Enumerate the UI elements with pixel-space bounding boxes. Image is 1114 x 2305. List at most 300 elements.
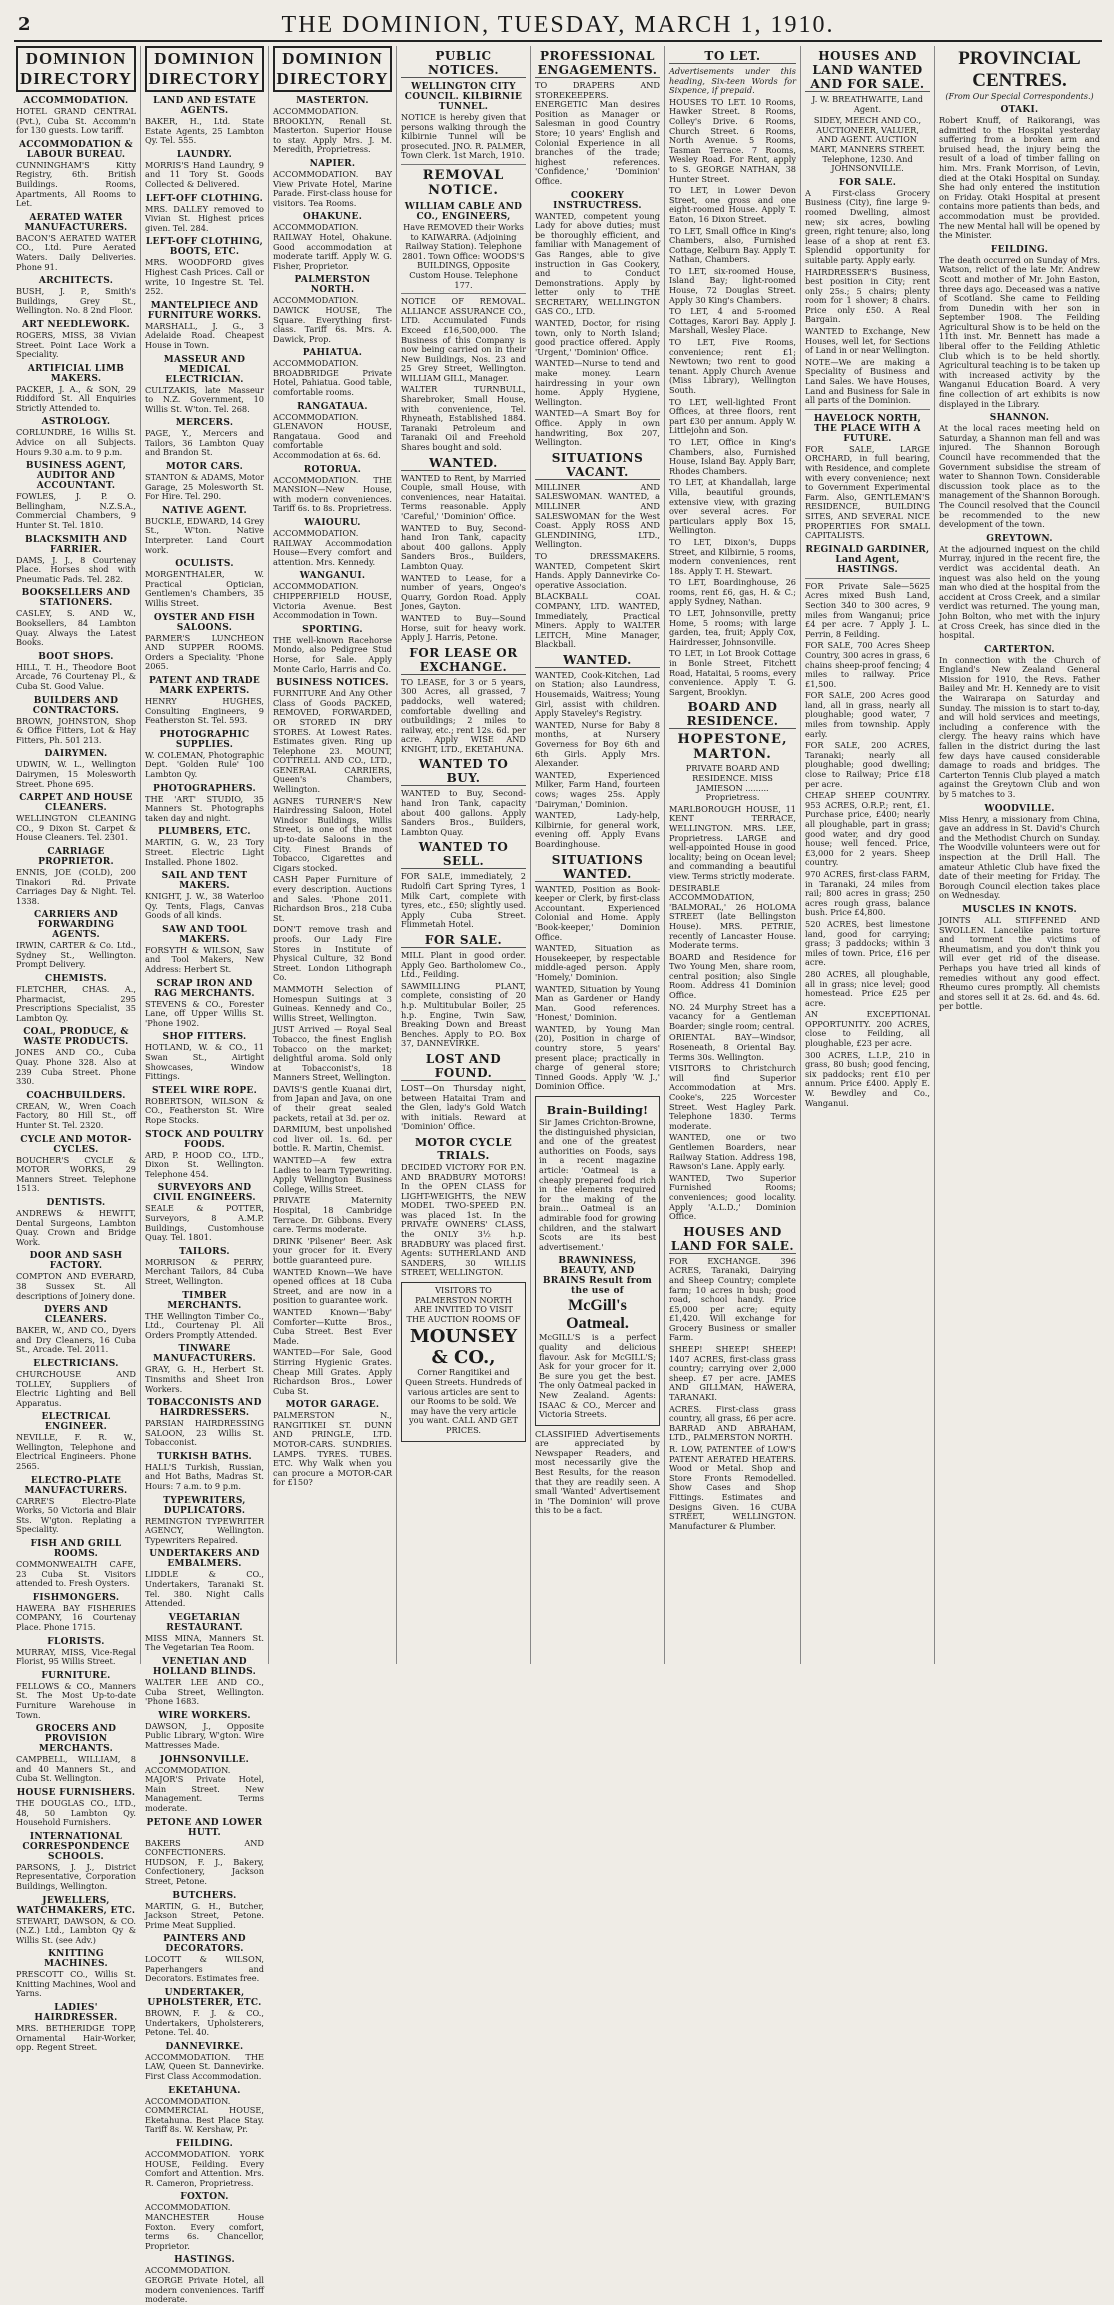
directory-heading: FLORISTS. (47, 1636, 105, 1647)
directory-entry: ACCOMMODATION. THE MANSION—New House, with modern conveniences. Tariff 6s. to 8s. Proprietress. (273, 474, 392, 514)
brain-text: Sir James Crichton-Browne, the distinguished physician, and one of the greatest authorities on Foods, says in a recent magazine article: 'Oatmeal is a cheaply prepared food rich in the elements required for the making of the brain... Oatmeal is an admirable food for growing children, and the stalwart Scots are its best advertisement.' (539, 1117, 656, 1252)
directory-heading: MOTOR CARS. (165, 462, 244, 473)
for-sale-text: A First-class Grocery Business (City), fine large 9-roomed Dwelling, almost new; six acres, bowling green, right tenure; also, long lease of a shop at rent £3. Splendid opportunity for suitable party. Apply early. (805, 187, 930, 265)
directory-heading: SPORTING. (302, 624, 363, 635)
for-sale-item: FOR SALE, 700 Acres Sheep Country, 300 acres in grass, 6 chains sheep-proof fencing; 4 miles to railway. Price £1,500. (805, 640, 930, 689)
hopestone-name: HOPESTONE, MARTON. (677, 732, 788, 763)
directory-heading: DENTISTS. (46, 1197, 106, 1208)
directory-entry: MRS. WOODFORD gives Highest Cash Prices. Call or write, 10 Ingestre St. Tel. 252. (145, 257, 264, 297)
wanted-item: WANTED, Cook-Kitchen, Lad on Station; also Laundress, Housemaids, Waitress; Young Girl, assist with children. Apply Staveley's Registry. (535, 669, 660, 719)
directory-heading: ASTROLOGY. (41, 417, 111, 428)
directory-heading: PETONE AND LOWER HUTT. (146, 1817, 263, 1838)
directory-entry: MARTIN, G. W., 23 Tory Street. Electric Light Installed. Phone 1802. (145, 837, 264, 867)
prof-text: TO DRAPERS AND STOREKEEPERS. ENERGETIC Man desires Position as Manager or Salesman in good Country Store; 10 years' English and Colonial Experience in all branches of the trade; highest references. 'Confidence,' 'Dominion' Office. (535, 80, 660, 186)
oatmeal-text: McGILL'S is a perfect quality and delicious flavour. Ask for McGILL'S; Ask for your grocer for it. Be sure you get the best. The only Oatmeal packed in New Zealand. Agents: ISAAC & CO., Mercer and Victoria Streets. (539, 1332, 656, 1420)
directory-entry: MAMMOTH Selection of Homespun Suitings at 3 Guineas. Kennedy and Co., Willis Street, Wellington. (273, 983, 392, 1023)
directory-heading: BLACKSMITH AND FARRIER. (24, 534, 128, 555)
lost-heading: LOST AND FOUND. (401, 1052, 526, 1081)
directory-entry: GRAY, G. H., Herbert St. Tinsmiths and Sheet Iron Workers. (145, 1364, 264, 1394)
houses-wanted-heading: HOUSES AND LAND WANTED AND FOR SALE. (805, 49, 930, 92)
directory-heading: DYERS AND CLEANERS. (44, 1305, 108, 1326)
directory-entry: ACCOMMODATION. YORK HOUSE, Feilding. Every Comfort and Attention. Mrs. R. Cameron, Proprietress. (145, 2149, 264, 2188)
to-let-heading: TO LET. (669, 49, 796, 64)
directory-heading: GROCERS AND PROVISION MERCHANTS. (35, 1724, 117, 1755)
directory-entry: W. COLEMAN, Photographic Dept. 'Golden Rule' 100 Lambton Qy. (145, 749, 264, 779)
directory-entry: WANTED—A few extra Ladies to learn Typewriting. Apply Wellington Business College, Willis Street. (273, 1155, 392, 1194)
directory-heading: TINWARE MANUFACTURERS. (153, 1344, 256, 1365)
directory-entry: DRINK 'Pilsener' Beer. Ask your grocer for it. Every bottle guaranteed pure. (273, 1235, 392, 1265)
directory-heading: LEFT-OFF CLOTHING. (145, 193, 264, 204)
sawmill-text: SAWMILLING PLANT, complete, consisting of 20 h.p. Multitubular Boiler, 25 h.p. Engine, Twin Saw, Breaking Down and Breast Benches. Apply to P.O. Box 37, DANNEVIRKE. (401, 980, 526, 1049)
directory-entry: ACCOMMODATION. GLENAVON HOUSE, Rangataua. Good and comfortable Accommodation at 6s. 6d. (273, 411, 392, 461)
directory-entry: BAKERS AND CONFECTIONERS. HUDSON, F. J., Bakery, Confectionery, Jackson Street, Petone. (145, 1837, 264, 1886)
directory-entry: ENNIS, JOE (COLD), 200 Tinakori Rd. Private Carriages Day & Night. Tel. 1338. (16, 866, 136, 906)
situations-wanted-list (535, 885, 660, 1092)
directory-heading: FISH AND GRILL ROOMS. (30, 1539, 122, 1560)
directory-entry: HENRY HUGHES, Consulting Engineers, 9 Featherston St. Tel. 593. (145, 695, 264, 726)
directory-entry: The death occurred on Sunday of Mrs. Watson, relict of the late Mr. Andrew Scott and mother of Mr. John Easton, three days ago. Deceased was a native of Scotland. She came to Feilding from Dunedin with her son in September 1908. The Feilding Agricultural Show is to be held on the 11th inst. Mr. Bennett has made a liberal offer to the Feilding Athletic Club which is to be held shortly. Agricultural teaching is to be taken up with increased activity by the Wanganui Education Board. A very fine collection of art exhibits is now displayed in the Library. (939, 254, 1100, 409)
directory-heading: JEWELLERS, WATCHMAKERS, ETC. (16, 1895, 136, 1916)
situations-wanted-heading: SITUATIONS WANTED. (535, 853, 660, 882)
directory-entry: ACCOMMODATION. DAWICK HOUSE, The Square. Everything first-class. Tariff 6s. Mrs. A. Dawick, Prop. (273, 295, 392, 344)
removal-firm: WILLIAM CABLE AND CO., ENGINEERS, (404, 201, 523, 222)
directory-heading: FEILDING. (175, 2139, 234, 2149)
dressmakers-text: TO DRESSMAKERS. WANTED, Competent Skirt Hands. Apply Dannevirke Co-operative Association. (535, 550, 660, 590)
lease-text: TO LEASE, for 3 or 5 years, 300 Acres, all grassed, 7 paddocks, well watered; comfortable dwelling and outbuildings; 2 miles to railway, etc.; rent 12s. 6d. per acre. Apply WISE AND KNIGHT, LTD., EKETAHUNA. (401, 676, 526, 754)
directory-heading: OTAKI. (1000, 105, 1039, 115)
directory-heading: STEEL WIRE ROPE. (151, 1085, 258, 1096)
directory-entry: ACCOMMODATION. MANCHESTER House Foxton. Every comfort, terms 6s. Chancellor, Proprietor. (145, 2202, 264, 2251)
weathrite-text: J. W. BREATHWAITE, Land Agent. (812, 94, 923, 114)
directory-entry: CHURCHOUSE AND TOLLEY, Suppliers of Electric Lighting and Bell Apparatus. (16, 1368, 136, 1408)
exchange-text: FOR EXCHANGE. 396 ACRES, Taranaki, Dairying and Sheep Country; complete farm; 10 acres in bush; good road, school handy. Price £5,000 per acre; equity £1,420. Will exchange for Grocery Business or smaller Farm. (669, 1255, 796, 1343)
directory-entry: FELLOWS & CO., Manners St. The Most Up-to-date Furniture Warehouse in Town. (16, 1680, 136, 1720)
directory-heading: PALMERSTON NORTH. (294, 275, 371, 296)
directory-heading: CARPET AND HOUSE CLEANERS. (19, 793, 133, 814)
directory-heading: BUSINESS AGENT, AUDITOR AND ACCOUNTANT. (25, 461, 127, 492)
directory-heading: BUSINESS NOTICES. (276, 678, 389, 689)
prof-heading: PROFESSIONAL ENGAGEMENTS. (535, 49, 660, 78)
directory-entry: CAMPBELL, WILLIAM, 8 and 40 Manners St., and Cuba St. Wellington. (16, 1754, 136, 1784)
board-item: WANTED, Two Superior Furnished Rooms; conveniences; good locality. Apply 'A.L.D.,' Dominion Office. (669, 1172, 796, 1222)
directory-entry: ACCOMMODATION. RAILWAY Accommodation House—Every comfort and attention. Mrs. Kennedy. (273, 528, 392, 567)
directory-entry: CUNNINGHAM'S Kitty Registry, 6th. British Buildings. Rooms, Apartments, All Rooms to Let. (16, 159, 136, 209)
board-item: VISITORS to Christchurch will find Superior Accommodation at Mrs. Cooke's, 225 Worcester Street. West Hagley Park. Telephone 1830. Terms moderate. (669, 1063, 796, 1131)
directory-entry: PALMERSTON N., RANGITIKEI ST. DUNN AND PRINGLE, LTD. MOTOR-CARS. SUNDRIES. LAMPS. TYRES. TUBES. ETC. Why Walk when you can procure a MOTOR-CAR for £150? (273, 1410, 392, 1488)
directory-heading: ROTORUA. (303, 464, 362, 475)
council-heading: WELLINGTON CITY COUNCIL. KILBIRNIE TUNNEL. (404, 82, 523, 112)
directory-entry: THE Wellington Timber Co., Ltd., Courtenay Pl. All Orders Promptly Attended. (145, 1310, 264, 1340)
to-let-item: TO LET, in Lot Brook Cottage in Bonle Street, Fitchett Road, Hataitai, 5 rooms, every convenience. Apply T. G. Sargent, Brooklyn. (669, 648, 796, 697)
directory-entry: ACCOMMODATION. GEORGE Private Hotel, all modern conveniences. Tariff moderate. (145, 2265, 264, 2305)
directory-heading: VEGETARIAN RESTAURANT. (166, 1612, 243, 1633)
wanted-item: WANTED to Buy, Second-hand Iron Tank, capacity about 400 gallons. Apply Sanders Bros., Builders, Lambton Quay. (401, 522, 526, 571)
directory-heading: SHOP FITTERS. (162, 1032, 247, 1043)
directory-entry: ACCOMMODATION. BROADBRIDGE Private Hotel, Pahiatua. Good table, comfortable rooms. (273, 358, 392, 398)
directory-entry: UDWIN, W. L., Wellington Dairymen, 15 Molesworth Street. Phone 695. (16, 759, 136, 789)
directory-entry: MRS. DALLEY removed to Vivian St. Highest prices given. Tel. 284. (145, 203, 264, 233)
directory-heading: GREYTOWN. (986, 533, 1053, 544)
visitors-text: VISITORS TO PALMERSTON NORTH ARE INVITED TO VISIT THE AUCTION ROOMS OF (406, 1285, 521, 1324)
directory-entry: STANTON & ADAMS, Motor Garage, 25 Molesworth St. For Hire. Tel. 290. (145, 472, 264, 502)
wanted-item: WANTED to Lease, for a number of years, Ongeo's Quarry, Gordon Road. Apply Jones, Gayton. (401, 572, 526, 612)
directory-entry: BUSH, J. P., Smith's Buildings, Grey St., Wellington. No. 8 2nd Floor. (16, 286, 136, 316)
situations-vacant-heading: SITUATIONS VACANT. (535, 451, 660, 480)
directory-entry: In connection with the Church of England's New Zealand General Mission for 1910, the Revs. Father Bailey and Mr. H. Kennedy are to visit the Wairarapa on Saturday and Sunday. The mission is to start to-day, and will hold services and meetings, including a conference with the clergy. The heavy rains which have fallen in the district during the last few days have caused considerable damage to roads and bridges. The Carterton Tennis Club played a match against the Greytown Club and won by 5 matches to 3. (939, 654, 1100, 799)
directory-entry: HAWERA BAY FISHERIES COMPANY, 16 Courtenay Place. Phone 1715. (16, 1602, 136, 1632)
directory-entry: ACCOMMODATION. BAY View Private Hotel, Marine Parade. First-class house for visitors. Tea Rooms. (273, 168, 392, 208)
removal-text: Have REMOVED their Works to KAIWARRA. (Adjoining Railway Station). Telephone 2801. Town Office: WOODS'S BUILDINGS, Opposite Custom House. Telephone 177. (402, 221, 525, 290)
country-item: 280 ACRES, all ploughable, all in grass; nice level; good homestead. Price £25 per acre. (805, 968, 930, 1008)
directory-heading: CYCLE AND MOTOR-CYCLES. (20, 1134, 132, 1155)
board-item: WANTED, one or two Gentlemen Boarders, near Railway Station. Address 198, Rawson's Lane. Apply early. (669, 1132, 796, 1172)
directory-heading: MASTERTON. (296, 96, 369, 106)
wanted-item: WANTED, Lady-help, Kilbirnie, for general work, evening off. Apply Evans Boardinghouse. (535, 810, 660, 849)
board-list (669, 884, 796, 1222)
directory-heading: CARRIERS AND FORWARDING AGENTS. (34, 910, 118, 941)
directory-entry: HILL, T. H., Theodore Boot Arcade, 76 Courtenay Pl., & Cuba St. Good Value. (16, 661, 136, 691)
provincial-subheading: (From Our Special Correspondents.) (945, 92, 1094, 101)
directory-heading: LADIES' HAIRDRESSER. (34, 2003, 118, 2024)
directory-entry: ACCOMMODATION. RAILWAY Hotel, Ohakune. Good accommodation at moderate tariff. Apply W. G. Fisher, Proprietor. (273, 222, 392, 271)
houses-wanted-column (800, 46, 934, 1664)
directory-heading: UNDERTAKER, UPHOLSTERER, ETC. (147, 1988, 262, 2009)
private-sale-text: FOR Private Sale—5625 Acres mixed Bush Land, Section 340 to 300 acres, 9 miles from Wanganui; price £4 per acre. 7 Apply J. L. Perrin, 8 Feilding. (805, 580, 930, 639)
directory-entry: FORSYTH & WILSON, Saw and Tool Makers, New Address: Herbert St. (145, 944, 264, 975)
directory-entry: HALL'S Turkish, Russian, and Hot Baths, Madras St. Hours: 7 a.m. to 9 p.m. (145, 1461, 264, 1492)
directory-entry: DARMIUM, best unpolished cod liver oil. 1s. 6d. per bottle. R. Martin, Chemist. (273, 1124, 392, 1154)
directory-heading: SAW AND TOOL MAKERS. (162, 924, 247, 945)
directory-entry: ROGERS, MISS, 38 Vivian Street. Point Lace Work a Speciality. (16, 329, 136, 360)
situation-item: WANTED, Position as Book-keeper or Clerk, by first-class Accountant. Experienced Colonial and Home. Apply 'Book-keeper,' Dominion Office. (535, 883, 660, 942)
to-let-item: TO LET, Dixon's, Dupps Street, and Kilbirnie, 5 rooms, modern conveniences, rent 18s. Apply T. H. Stewart. (669, 536, 796, 576)
directory-heading: TAILORS. (179, 1246, 230, 1257)
directory-heading: MASSEUR AND MEDICAL ELECTRICIAN. (163, 354, 246, 385)
directory-entry: MARTIN, G. H., Butcher, Jackson Street, Petone. Prime Meat Supplied. (145, 1900, 264, 1930)
directory-entry: JOINTS ALL STIFFENED AND SWOLLEN. Lancelike pains torture and torment the victims of Rheumatism, and you don't think you will ever get rid of the disease. Perhaps you have tried all kinds of remedies without any good effect. Rheumo cures promptly. All chemists and stores sell it at 2s. 6d. and 4s. 6d. per bottle. (939, 914, 1100, 1012)
directory-heading: CHEMISTS. (45, 974, 107, 985)
country-item: 970 ACRES, first-class FARM, in Taranaki, 24 miles from rail; 800 acres in grass; 250 acres rough grass, balance bush. Price £4,800. (805, 868, 930, 918)
marlborough-text: MARLBOROUGH HOUSE, 11 KENT TERRACE, WELLINGTON. MRS. LEE, Proprietress. LARGE and well-appointed House in good locality; being on Ocean level; and commanding a beautiful view. Terms strictly moderate. (669, 803, 796, 881)
note-text: NOTE—We are making a Speciality of Business and Land Sales. We have Houses, Land and Business for Sale in all parts of the Dominion. (805, 356, 930, 406)
classified-text: CLASSIFIED Advertisements are appreciated by Newspaper Readers, and most necessarily give the Best Results, for the reason that they are readily seen. A small 'Wanted' Advertisement in 'The Dominion' will prove this to be a fact. (535, 1428, 660, 1516)
wanted-item: WANTED, Nurse for Baby 8 months, at Nursery Governess for Boy 6th and 6th Girls. Apply Mrs. Alexander. (535, 719, 660, 769)
directory-entry: JUST Arrived — Royal Seal Tobacco, the finest English Tobacco on the market; delightful aroma. Sold only at Tobacconist's, 18 Manners Street, Wellington. (273, 1024, 392, 1083)
directory-heading: COACHBUILDERS. (26, 1090, 126, 1101)
wanted-heading: WANTED. (535, 653, 660, 668)
directory-entry: HOTLAND, W. & CO., 11 Swan St., Airtight Showcases, Window Fittings. (145, 1042, 264, 1082)
for-sale-list (805, 641, 930, 789)
directory-entry: MISS MINA, Manners St. The Vegetarian Tea Room. (145, 1632, 264, 1653)
wanted-item: WANTED—Nurse to tend and make money. Learn hairdressing in your own home. Apply Hygiene, Wellington. (535, 358, 660, 407)
board-item: DESIRABLE ACCOMMODATION, 'BALMORAL,' 26 HOLOMA STREET (late Bellingston House). MRS. PETRIE, recently of Lancaster House. Moderate terms. (669, 882, 796, 951)
directory-entry: CASH Paper Furniture of every description. Auctions and Sales. 'Phone 2011. Richardson Bros., 218 Cuba St. (273, 874, 392, 923)
directory-entry: JONES AND CO., Cuba Quay. Phone 328. Also at 239 Cuba Street. Phone 330. (16, 1047, 136, 1087)
directory-entry: ANDREWS & HEWITT, Dental Surgeons, Lambton Quay. Crown and Bridge Work. (16, 1207, 136, 1247)
board-item: ORIENTAL BAY—Windsor, Roseneath, 8 Oriental Bay. Terms 30s. Wellington. (669, 1032, 796, 1062)
masthead (14, 10, 1102, 42)
directory-entry: FLETCHER, CHAS. A., Pharmacist, 295 Prescriptions Specialist, 35 Lambton Qy. (16, 984, 136, 1023)
directory-heading: DANNEVIRKE. (165, 2041, 244, 2052)
directory-heading: HASTINGS. (174, 2255, 235, 2266)
directory-heading: LAND AND ESTATE AGENTS. (153, 96, 256, 116)
directory-heading: WIRE WORKERS. (158, 1710, 251, 1721)
directory-entry: KNIGHT, J. W., 38 Waterloo Qy. Tents, Flags, Canvas Goods of all kinds. (145, 891, 264, 921)
directory-entry: CARRE'S Electro-Plate Works, 50 Victoria and Blair Sts. W'gton. Replating a Speciality. (16, 1495, 136, 1535)
directory-entry: BROWN, F. J. & CO., Undertakers, Upholsterers, Petone. Tel. 40. (145, 2008, 264, 2038)
directory-entry: WELLINGTON CLEANING CO., 9 Dixon St. Carpet & House Cleaners. Tel. 2301. (16, 813, 136, 843)
for-sale-item: FOR SALE, 200 Acres good land, all in grass, nearly all ploughable; good water, 7 miles from township. Apply early. (805, 690, 930, 739)
for-sale-text: MILL Plant in good order. Apply Geo. Bartholomew Co., Ltd., Feilding. (401, 950, 526, 980)
newspaper-title: THE DOMINION, TUESDAY, MARCH 1, 1910. (281, 12, 835, 38)
wanted-item: WANTED to Buy—Sound Horse, suit for heavy work. Apply J. Harris, Petone. (401, 612, 526, 643)
directory-heading: TOBACCONISTS AND HAIRDRESSERS. (147, 1398, 262, 1419)
directory-entry: COMMONWEALTH CAFE, 23 Cuba St. Visitors attended to. Fresh Oysters. (16, 1559, 136, 1589)
directory-heading: OCULISTS. (175, 559, 234, 570)
directory-entry: BOUCHER'S CYCLE & MOTOR WORKS, 29 Manners Street. Telephone 1513. (16, 1154, 136, 1194)
directory-entry: NEVILLE, F. R. W., Wellington, Telephone and Electrical Engineers. Phone 2565. (16, 1432, 136, 1472)
directory-heading: BOOT SHOPS. (38, 651, 114, 662)
cheap-text: CHEAP SHEEP COUNTRY. 953 ACRES, O.R.P.; rent, £1. Purchase price, £400; nearly all ploughable, part in grass; good water, and dry good house; well fenced. Price, £3,000 for 2 years. Sheep country. (805, 790, 930, 868)
directory-heading: CARRIAGE PROPRIETOR. (38, 846, 114, 867)
directory-entry: WANTED Known—'Baby' Comforter—Kutte Bros., Cuba Street. Best Ever Made. (273, 1306, 392, 1346)
directory-heading: ELECTRO-PLATE MANUFACTURERS. (24, 1475, 128, 1496)
directory-header: DOMINION DIRECTORY (273, 46, 392, 92)
directory-heading: PHOTOGRAPHERS. (153, 783, 256, 794)
milliner-text: MILLINER AND SALESWOMAN. WANTED, a MILLINER AND SALESWOMAN for the West Coast. Apply ROSS AND GLENDINING, LTD., Wellington. (535, 481, 660, 550)
directory-heading: PATENT AND TRADE MARK EXPERTS. (149, 675, 260, 696)
directory-column-1 (12, 46, 140, 2053)
motor-heading: MOTOR CYCLE TRIALS. (414, 1135, 513, 1162)
directory-entry: SEALE & POTTER, Surveyors, 8 A.M.P. Buildings, Customhouse Quay. Tel. 1801. (145, 1203, 264, 1243)
directory-entry: DAWSON, J., Opposite Public Library, W'gton. Wire Mattresses Made. (145, 1720, 264, 1750)
directory-heading: DAIRYMEN. (44, 749, 108, 760)
directory-heading: WANGANUI. (299, 571, 366, 582)
to-let-item: TO LET, Five Rooms, convenience; rent £1; Newtown; two rent to good tenant. Apply Church Avenue (Miss Library), Wellington South. (669, 337, 796, 395)
to-let-item: TO LET, Johnsonville, pretty Home, 5 rooms; with large garden, tea, fruit; Apply Cox, Hairdresser, Johnsonville. (669, 608, 796, 647)
directory-entry: BUCKLE, EDWARD, 14 Grey St., W'ton. Native Interpreter. Land Court work. (145, 515, 264, 555)
directory-heading: ART NEEDLEWORK. (22, 319, 130, 330)
situation-item: WANTED, by Young Man (20), Position in charge of country store, 5 years' present place; practically in charge of general store; Tinned Goods. Apply 'W. J.,' Dominion Office. (535, 1023, 660, 1092)
directory-entry: At the adjourned inquest on the child Murray, injured in the recent fire, the verdict was accidental death. An inquest was also held on the young man who died at the hospital from the accident at Cross Creek, and a similar verdict was returned. The young man, John Bolton, who met with the injury at Cross Creek, has since died in the hospital. (939, 543, 1100, 641)
to-let-intro: Advertisements under this heading, Six-teen Words for Sixpence, if prepaid. (669, 66, 796, 96)
directory-heading: ACCOMMODATION & LABOUR BUREAU. (19, 139, 133, 160)
directory-heading: ARCHITECTS. (38, 276, 114, 287)
directory-entry: CORLUNDRE, 16 Willis St. Advice on all Subjects. Hours 9.30 a.m. to 9 p.m. (16, 427, 136, 457)
directory-entry: PAGE, Y., Mercers and Tailors, 36 Lambton Quay and Brandon St. (145, 428, 264, 458)
directory-heading: EKETAHUNA. (168, 2085, 241, 2096)
directory-entry: HOTEL GRAND CENTRAL (Pvt.), Cuba St. Accomm'n for 130 guests. Low tariff. (16, 106, 136, 136)
auction-advert (401, 1282, 526, 1442)
wanted-buy-heading: WANTED TO BUY. (401, 757, 526, 786)
directory-heading: AERATED WATER MANUFACTURERS. (24, 212, 128, 233)
provincial-heading: PROVINCIAL CENTRES. (958, 48, 1081, 91)
directory-entry: ACCOMMODATION. CHIPPERFIELD HOUSE, Victoria Avenue. Best Accommodation in Town. (273, 581, 392, 621)
sidey-text: SIDEY, MEECH AND CO., AUCTIONEER, VALUER, AND AGENT. AUCTION MART, MANNERS STREET. Telephone, 1230. And JOHNSONVILLE. (810, 115, 925, 174)
brain-tagline: BRAWNINESS, BEAUTY, AND BRAINS Result from the use of (542, 1256, 653, 1297)
wanted-item: WANTED—A Smart Boy for Office. Apply in own handwriting, Box 207, Wellington. (535, 408, 660, 448)
directory-heading: ARTIFICIAL LIMB MAKERS. (27, 363, 125, 384)
directory-heading: MERCERS. (175, 418, 234, 429)
directory-entry: ACCOMMODATION. THE LAW, Queen St. Dannevirke. First Class Accommodation. (145, 2051, 264, 2082)
directory-entry: MORGENTHALER, W. Practical Optician, Gentlemen's Chambers, 35 Willis Street. (145, 569, 264, 608)
directory-heading: PAHIATUA. (302, 348, 363, 359)
wanted-buy-text: WANTED to Buy, Second-hand Iron Tank, capacity about 400 gallons. Apply Sanders Bros., Builders, Lambton Quay. (401, 788, 526, 837)
directory-entry: THE well-known Racehorse Mondo, also Pedigree Stud Horse, for Sale. Apply Monte Carlo, Harris and Co. (273, 634, 392, 674)
directory-heading: VENETIAN AND HOLLAND BLINDS. (152, 1657, 257, 1677)
directory-entry: BROWN, JOHNSTON, Shop & Office Fitters, Lot & Hay Fitters, Ph. 501 213. (16, 715, 136, 745)
directory-entry: COMPTON AND EVERARD, 38 Sussex St. All descriptions of Joinery done. (16, 1271, 136, 1301)
wanted-heading: WANTED. (401, 456, 526, 471)
directory-heading: MUSCLES IN KNOTS. (962, 904, 1077, 915)
directory-entry: WANTED—For Sale, Good Stirring Hygienic Grates. Cheap Mill Grates. Apply Richardson Bros., Lower Cuba St. (273, 1347, 392, 1396)
directory-entry: DON'T remove trash and proofs. Our Lady Fire Stores in Institute of Physical Culture, 32 Bond Street. London Lithograph Co. (273, 924, 392, 983)
wanted-misc-list (535, 319, 660, 448)
lost-text: LOST—On Thursday night, between Hataitai Tram and the Glen, lady's Gold Watch with initials. Reward at 'Dominion' Office. (401, 1082, 526, 1132)
cookery-text: WANTED, competent young Lady for above duties; must be thoroughly efficient, and familiar with Management of Gas Ranges, able to give instruction in Gas Cookery, and to Conduct Demonstrations. Apply by letter only to THE SECRETARY, WELLINGTON GAS CO., LTD. (535, 210, 660, 317)
directory-entry: THE DOUGLAS CO., LTD., 48, 50 Lambton Qy. Household Furnishers. (16, 1797, 136, 1828)
gardiner-text: REGINALD GARDINER, Land Agent, HASTINGS. (805, 544, 930, 575)
situation-item: WANTED, Situation as Housekeeper, by respectable middle-aged person. Apply 'Homely,' Dominion. (535, 943, 660, 982)
auction-text: Corner Rangitikei and Queen Streets. Hundreds of various articles are sent to our Rooms to be sold. We may have the very article you want. CALL AND GET PRICES. (405, 1367, 522, 1435)
directory-heading: PAINTERS AND DECORATORS. (163, 1934, 246, 1955)
directory-entry: MORRIS'S Hand Laundry, 9 and 11 Tory St. Goods Collected & Delivered. (145, 159, 264, 189)
directory-entry: FOWLES, J. P. O. Bellingham, N.Z.S.A., Commercial Chambers, 9 Hunter St. Tel. 1810. (16, 491, 136, 531)
directory-entry: THE 'ART' STUDIO, 35 Manners St. Photographs taken day and night. (145, 793, 264, 823)
situation-item: WANTED, Situation by Young Man as Gardener or Handy Man. Good references. 'Honest,' Dominion. (535, 983, 660, 1023)
directory-heading: UNDERTAKERS AND EMBALMERS. (149, 1549, 260, 1570)
directory-heading: HOUSE FURNISHERS. (16, 1787, 136, 1798)
page-number: 2 (18, 14, 31, 35)
directory-entry: STEWART, DAWSON, & CO. (N.Z.) Ltd., Lambton Qy & Willis St. (see Adv.) (16, 1915, 136, 1945)
directory-heading: FISHMONGERS. (32, 1592, 120, 1603)
wanted-exchange-text: WANTED to Exchange, New Houses, well let, for Sections of Land in or near Wellington. (805, 326, 930, 356)
country-item: 520 ACRES, best limestone land, good for carrying; grass; 3 paddocks; within 3 miles of town. Price, £16 per acre. (805, 918, 930, 968)
directory-entry: Miss Henry, a missionary from China, gave an address in St. David's Church and the Methodist Church on Sunday. The Woodville volunteers were out for inspection at the Drill Hall. The amateur Athletic Club have fixed the date of their meeting for Friday. The Borough Council election takes place on Wednesday. (939, 813, 1100, 901)
removal-heading: REMOVAL NOTICE. (422, 167, 505, 198)
directory-heading: INTERNATIONAL CORRESPONDENCE SCHOOLS. (22, 1831, 130, 1862)
directory-entry: At the local races meeting held on Saturday, a Shannon man fell and was injured. The Shannon Borough Council have recommended that the Government subsidise the stream of water to Shannon Town. Considerable discussion took place as to the management of the Shannon Borough. The Council resolved that the Council be recommended to the new development of the town. (939, 423, 1100, 530)
houses-text: HOUSES TO LET. 10 Rooms, Hawker Street. 8 Rooms, Colley's Drive. 6 Rooms, Church Street. 6 Rooms, North Avenue. 5 Rooms, Tasman Terrace. 7 Rooms, Wesley Road. For Rent, apply to S. GEORGE NATHAN, 38 Hunter Street. (669, 96, 796, 184)
directory-heading: PHOTOGRAPHIC SUPPLIES. (159, 729, 250, 750)
directory-heading: OYSTER AND FISH SALOONS. (153, 612, 256, 633)
directory-heading: DOOR AND SASH FACTORY. (29, 1251, 123, 1272)
directory-entry: LOCOTT & WILSON, Paperhangers and Decorators. Estimates free. (145, 1954, 264, 1984)
directory-list (273, 96, 392, 1488)
directory-entry: PARSIAN HAIRDRESSING SALOON, 23 Willis St. Tobacconist. (145, 1418, 264, 1448)
board-heading: BOARD AND RESIDENCE. (669, 700, 796, 729)
board-item: BOARD and Residence for Two Young Men, share room, central position; also Single Room. Address 41 Dominion Office. (669, 951, 796, 1001)
directory-header: DOMINION DIRECTORY (16, 46, 136, 92)
directory-entry: WALTER LEE AND CO., Cuba Street, Wellington. 'Phone 1683. (145, 1677, 264, 1707)
to-let-item: TO LET, well-lighted Front Offices, at three floors, rent part £30 per annum. Apply W. Littlejohn and Son. (669, 396, 796, 436)
to-let-item: TO LET, in Lower Devon Street, one gross and one eight-roomed House. Apply T. Eaton, 16 Dixon Street. (669, 185, 796, 224)
directory-entry: ACCOMMODATION. MAJOR'S Private Hotel, Main Street. New Management. Terms moderate. (145, 1764, 264, 1813)
directory-heading: FURNITURE. (41, 1670, 111, 1681)
directory-entry: REMINGTON TYPEWRITER AGENCY, Wellington. Typewriters Repaired. (145, 1515, 264, 1545)
blackball-text: BLACKBALL COAL COMPANY, LTD. WANTED, Immediately, Practical Miners. Apply to WALTER LEITCH, Mine Manager, Blackball. (535, 591, 660, 650)
directory-heading: NATIVE AGENT. (162, 505, 247, 516)
directory-entry: BAKER, W., AND CO., Dyers and Dry Cleaners, 16 Cuba St., Arcade. Tel. 2011. (16, 1325, 136, 1355)
directory-heading: TIMBER MERCHANTS. (167, 1290, 242, 1311)
auction-firm: MOUNSEY & CO., (409, 1326, 518, 1369)
last-text: 300 ACRES, L.I.P., 210 in grass, 80 bush; good fencing, six paddocks; rent £10 per annum. Price £400. Apply E. W. Bewdley and Co., Wanganui. (805, 1049, 930, 1108)
lease-heading: FOR LEASE OR EXCHANGE. (401, 646, 526, 675)
directory-entry: STEVENS & CO., Forester Lane, off Upper Willis St. 'Phone 1902. (145, 998, 264, 1028)
directory-heading: OHAKUNE. (302, 212, 363, 223)
directory-list (16, 96, 136, 2053)
public-notices-heading: PUBLIC NOTICES. (401, 49, 526, 78)
turnbull-notice: WALTER TURNBULL, Sharebroker, Small House, with convenience, Tel. Rhyneath, Established 1884. Taranaki Petroleum and Taranaki Oil and Freehold Shares bought and sold. (401, 384, 526, 453)
public-notices-column (396, 46, 530, 1664)
directory-entry: PRIVATE Maternity Hospital, 18 Cambridge Terrace. Dr. Gibbons. Every care. Terms moderate. (273, 1195, 392, 1235)
directory-entry: PARSONS, J. J., District Representative, Corporation Buildings, Wellington. (16, 1861, 136, 1891)
havelock-heading: HAVELOCK NORTH, THE PLACE WITH A FUTURE. (813, 413, 922, 444)
directory-column-3 (268, 46, 396, 1664)
directory-entry: MORRISON & PERRY, Merchant Tailors, 84 Cuba Street, Wellington. (145, 1256, 264, 1286)
directory-heading: ELECTRICAL ENGINEER. (41, 1412, 111, 1433)
havelock-text: FOR SALE, LARGE ORCHARD, in full bearing, with Residence, and complete with every convenience; next to Government Experimental Farm. Also, GENTLEMAN'S RESIDENCE, BUILDING SITES, AND SEVERAL NICE PROPERTIES FOR SMALL CAPITALISTS. (805, 443, 930, 541)
directory-heading: PLUMBERS, ETC. (158, 827, 251, 838)
wanted-item: WANTED, Doctor, for rising town, only to North Island; good practice offered. Apply 'Urgent,' 'Dominion' Office. (535, 318, 660, 357)
directory-heading: ELECTRICIANS. (33, 1358, 119, 1369)
for-sale-heading: FOR SALE. (838, 177, 897, 188)
directory-entry: MURRAY, MISS, Vice-Regal Florist, 95 Willis Street. (16, 1646, 136, 1667)
to-let-list (669, 186, 796, 697)
hairdresser-text: HAIRDRESSER'S Business, best position in City; rent only 25s.; 5 chairs; plenty room for 1 shower; 8 chairs. Price only £50. A Real Bargain. (805, 266, 930, 325)
low-text: R. LOW, PATENTEE of LOW'S PATENT AERATED HEATERS. Wood or Metal. Shop and Store Fronts Remodelled. Show Cases and Shop Fittings. Estimates and Designs Given. 16 CUBA STREET, WELLINGTON. Manufacturer & Plumber. (669, 1444, 796, 1531)
directory-heading: LEFT-OFF CLOTHING, BOOTS, ETC. (145, 237, 264, 258)
for-sale-item: FOR SALE, 200 ACRES, Taranaki; nearly all ploughable; good dwelling; close to Railway; Price £18 per acre. (805, 740, 930, 789)
directory-heading: ACCOMMODATION. (23, 96, 129, 106)
directory-entry: IRWIN, CARTER & Co. Ltd., Sydney St., Wellington. Prompt Delivery. (16, 940, 136, 970)
oatmeal-advert (535, 1096, 660, 1426)
brain-heading: Brain-Building! (546, 1104, 649, 1118)
wanted-item: WANTED to Rent, by Married Couple, small House, with conveniences, near Hataitai. Terms reasonable. Apply 'Careful,' 'Dominion' Office. (401, 472, 526, 521)
provincial-column (934, 46, 1104, 1664)
directory-heading: JOHNSONVILLE. (159, 1754, 250, 1765)
directory-heading: BUTCHERS. (172, 1890, 237, 1901)
directory-heading: WOODVILLE. (984, 803, 1055, 814)
to-let-item: TO LET, Small Office in King's Chambers, also, Furnished Cottage, Kelburn Bay. Apply T. Nathan, Chambers. (669, 225, 796, 265)
for-sale-heading: FOR SALE. (401, 933, 526, 948)
wanted-list (401, 474, 526, 643)
directory-heading: BUILDERS AND CONTRACTORS. (32, 695, 120, 716)
directory-entry: CASLEY, S. AND W., Booksellers, 84 Lambton Quay. Always the Latest Books. (16, 608, 136, 648)
to-let-item: TO LET, six-roomed House, Island Bay; light-roomed House, 72 Douglas Street. Apply 30 King's Chambers. (669, 265, 796, 305)
directory-entry: DAVIS'S gentle Kuanai dirt, from Japan and Java, on one of their great sealed packets, retail at 3d. per oz. (273, 1083, 392, 1123)
directory-heading: SHANNON. (989, 413, 1050, 424)
directory-entry: BAKER, H., Ltd. State Estate Agents, 25 Lambton Qy. Tel. 555. (145, 116, 264, 146)
directory-entry: PACKER, J. A., & SON, 29 Riddiford St. All Enquiries Strictly Attended to. (16, 383, 136, 413)
directory-entry: PARMER'S LUNCHEON AND SUPPER ROOMS. Orders a Speciality. 'Phone 2065. (145, 632, 264, 672)
council-notice: NOTICE is hereby given that persons walking through the Kilbirnie Tunnel will be prosecuted. JNO. R. PALMER, Town Clerk. 1st March, 1910. (401, 112, 526, 161)
directory-list (145, 96, 264, 2305)
to-let-item: TO LET, Boardinghouse, 26 rooms, rent £6, gas, H. & C.; apply Sydney, Nathan. (669, 577, 796, 607)
directory-entry: ACCOMMODATION. COMMERCIAL HOUSE, Eketahuna. Best Place Stay. Tariff 8s. W. Kershaw, Pr. (145, 2095, 264, 2135)
directory-heading: TYPEWRITERS, DUPLICATORS. (163, 1495, 246, 1516)
directory-entry: DAMS, J. J., 8 Courtenay Place. Horses shod with Pneumatic Pads. Tel. 282. (16, 554, 136, 584)
directory-entry: WANTED Known—We have opened offices at 18 Cuba Street, and are now in a position to guarantee work. (273, 1266, 392, 1306)
board-item: NO. 24 Murphy Street has a vacancy for a Gentleman Boarder; single room; central. (669, 1001, 796, 1031)
houses-land-heading: HOUSES AND LAND FOR SALE. (670, 1224, 795, 1253)
professional-column (530, 46, 664, 1664)
directory-entry: Robert Knuff, of Raikorangi, was admitted to the Hospital yesterday suffering from a broken arm and bruised head, the injury being the result of a load of timber falling on him. Mrs. Frank Morrison, of Levin, died at the Otaki Hospital on Sunday. She had only entered the institution on Friday. Otaki Hospital at present contains more patients than beds, and accommodation must be provided. The new Mental hall will be opened by the Minister. (939, 115, 1100, 241)
opportunity-text: AN EXCEPTIONAL OPPORTUNITY. 200 ACRES, close to Feilding, all ploughable, £23 per acre. (805, 1009, 930, 1049)
directory-heading: SCRAP IRON AND RAG MERCHANTS. (154, 978, 255, 999)
directory-column-2 (140, 46, 268, 2305)
directory-heading: KNITTING MACHINES. (44, 1949, 108, 1970)
